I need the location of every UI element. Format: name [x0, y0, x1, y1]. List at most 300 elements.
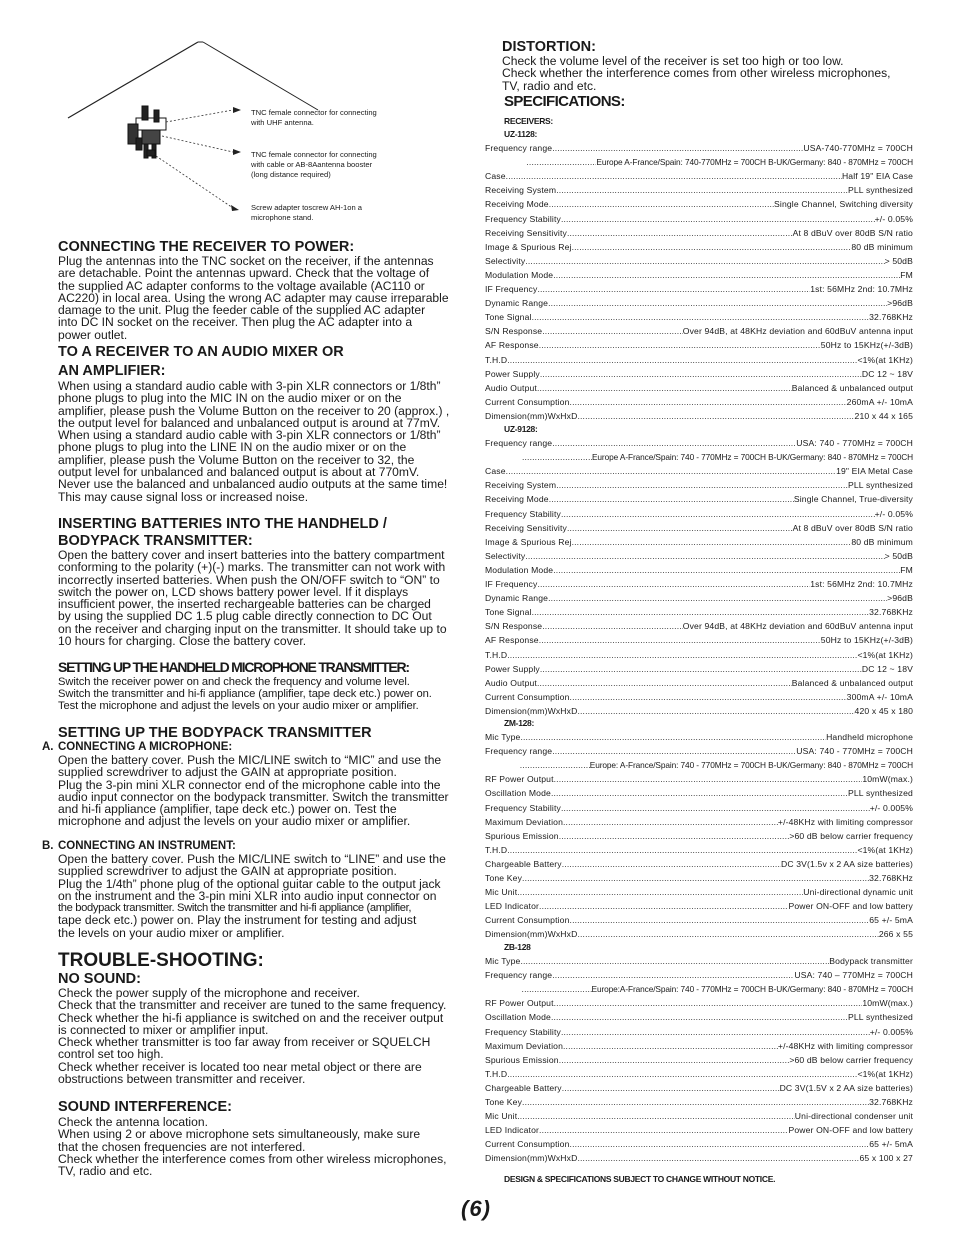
spec-leader-dots	[559, 1054, 790, 1066]
spec-leader-dots	[574, 536, 851, 548]
spec-row	[485, 325, 913, 337]
handheld-body: Switch the receiver power on and check the frequency and volume level. Switch the transmitter and hi-fi appliance (amplifier, tape deck etc.) power on. Test the microphone and adjust the levels on your audio mixer or amplifier.	[58, 676, 432, 713]
spec-row	[485, 691, 913, 703]
spec-row	[485, 802, 913, 814]
spec-value: Over 94dB, at 48KHz deviation and 60dBuV antenna input	[682, 621, 913, 632]
spec-label: Dynamic Range	[485, 298, 549, 309]
spec-value: Handheld microphone	[826, 732, 913, 742]
spec-leader-dots	[537, 283, 810, 295]
spec-label: Oscillation Mode	[485, 788, 551, 799]
spec-value: PLL synthesized	[848, 1012, 913, 1023]
spec-leader-dots	[552, 969, 794, 981]
connector-diagram	[58, 40, 458, 235]
spec-leader-dots	[537, 578, 810, 590]
spec-row	[485, 663, 913, 675]
spec-value: At 8 dBuV over 80dB S/N ratio	[792, 227, 913, 238]
spec-leader-dots	[574, 241, 851, 253]
spec-label: Tone Signal	[485, 312, 532, 323]
spec-label: Frequency Stability	[485, 802, 561, 813]
spec-leader-dots	[552, 142, 803, 154]
spec-label: LED Indicator	[485, 1125, 540, 1136]
spec-label: Maximum Deviation	[485, 1040, 564, 1051]
spec-leader-dots	[567, 522, 793, 534]
spec-value: Europe A-France/Spain: 740-770MHz = 700CH B-UK/Germany: 840 - 870MHz = 700CH	[596, 157, 913, 168]
spec-label: Receiving Sensitivity	[485, 227, 567, 238]
bodypack-heading: SETTING UP THE BODYPACK TRANSMITTER	[58, 725, 372, 741]
spec-value: USA-740-770MHz = 700CH	[803, 143, 913, 153]
spec-label: Receiving Sensitivity	[485, 522, 567, 533]
spec-row	[485, 142, 913, 154]
spec-leader-dots	[532, 311, 870, 323]
spec-row	[485, 578, 913, 590]
spec-label: IF Frequency	[485, 579, 538, 589]
spec-leader-dots	[539, 634, 821, 646]
spec-label: Frequency range	[485, 143, 553, 153]
spec-value: <1%(at 1KHz)	[857, 354, 913, 365]
spec-leader-dots	[577, 410, 854, 422]
spec-row	[485, 1110, 913, 1122]
spec-leader-dots	[561, 508, 875, 520]
spec-row	[485, 269, 913, 281]
sound-interference-body: Check the antenna location. When using 2 or above microphone sets simultaneously, make sure that the chosen frequencies are not interfered. Check whether the interference comes from other wireless microphones, TV, radio and etc.	[58, 1115, 447, 1179]
spec-row	[485, 354, 913, 366]
spec-leader-dots	[520, 731, 826, 743]
spec-row	[485, 844, 913, 856]
spec-value: 50Hz to 15KHz(+/-3dB)	[820, 340, 913, 351]
spec-value: DC 3V(1.5V x 2 AA size batteries)	[779, 1082, 913, 1093]
receivers-label: RECEIVERS:	[504, 116, 553, 126]
spec-label: Current Consumption	[485, 1139, 570, 1150]
spec-row	[485, 508, 913, 520]
spec-label: Receiving Mode	[485, 199, 549, 210]
spec-label: Mic Unit	[485, 887, 518, 898]
spec-label: LED Indicator	[485, 901, 540, 912]
specifications-heading: SPECIFICATIONS:	[504, 93, 625, 110]
spec-leader-dots	[567, 227, 793, 239]
spec-leader-dots	[548, 592, 887, 604]
spec-value: Half 19" EIA Case	[841, 171, 913, 182]
spec-leader-dots	[554, 773, 863, 785]
spec-value: Single Channel, True-diversity	[793, 494, 913, 505]
spec-row	[485, 339, 913, 351]
spec-group-title: UZ-9128:	[504, 424, 538, 434]
spec-leader-dots	[532, 606, 870, 618]
spec-value: Balanced & unbalanced output	[791, 677, 913, 688]
spec-leader-dots	[539, 900, 788, 912]
spec-value: Europe A-France/Spain: 740 - 770MHz = 700CH B-UK/Germany: 840 - 870MHz = 700CH	[591, 452, 913, 463]
spec-label: Dynamic Range	[485, 593, 549, 604]
spec-label: Chargeable Battery	[485, 1082, 562, 1093]
spec-row	[485, 1082, 913, 1094]
spec-value: Europe: A-France/Spain: 740 - 770MHz = 700CH B-UK/Germany: 840 - 870MHz = 700CH	[589, 760, 913, 771]
spec-value: <1%(at 1KHz)	[857, 1068, 913, 1079]
step-b-label: B.	[42, 840, 54, 852]
spec-value: > 50dB	[884, 255, 913, 266]
batteries-heading-1: INSERTING BATTERIES INTO THE HANDHELD /	[58, 516, 387, 532]
spec-value: 32.768KHz	[869, 873, 913, 883]
spec-leader-dots	[570, 396, 847, 408]
spec-row	[485, 536, 913, 548]
mixer-heading-1: TO A RECEIVER TO AN AUDIO MIXER OR	[58, 344, 344, 360]
spec-leader-dots	[556, 479, 848, 491]
handheld-heading: SETTING UP THE HANDHELD MICROPHONE TRANSMITTER:	[58, 659, 409, 675]
spec-row	[485, 1068, 913, 1080]
spec-leader-dots	[549, 198, 774, 210]
spec-value: +/-48KHz with limiting compressor	[777, 1040, 913, 1051]
spec-label: Frequency range	[485, 438, 553, 448]
spec-value: >96dB	[887, 593, 913, 604]
spec-value: 65 +/- 5mA	[869, 1139, 913, 1150]
spec-leader-dots	[570, 914, 870, 926]
spec-label: Frequency Stability	[485, 213, 561, 224]
spec-label: RF Power Output	[485, 998, 554, 1009]
spec-leader-dots	[554, 997, 863, 1009]
spec-value: Power ON-OFF and low battery	[788, 901, 913, 912]
spec-leader-dots	[562, 1082, 780, 1094]
spec-value: +/- 0.005%	[869, 802, 913, 813]
spec-leader-dots	[561, 802, 870, 814]
spec-label: Image & Spurious Rej.	[485, 536, 575, 547]
spec-value: <1%(at 1KHz)	[857, 844, 913, 855]
spec-value: 1st: 56MHz 2nd: 10.7MHz	[810, 579, 913, 589]
spec-value: PLL synthesized	[848, 480, 913, 491]
spec-row	[485, 479, 913, 491]
spec-leader-dots	[522, 1096, 869, 1108]
spec-leader-dots	[540, 368, 862, 380]
spec-row	[485, 745, 913, 757]
spec-label: Spurious Emission	[485, 830, 559, 841]
spec-row	[485, 983, 913, 995]
spec-row	[485, 997, 913, 1009]
spec-label: Tone Signal	[485, 607, 532, 618]
spec-value: >60 dB below carrier frequency	[789, 1054, 913, 1065]
spec-value: > 50dB	[884, 550, 913, 561]
spec-row	[485, 1124, 913, 1136]
spec-label: RF Power Output	[485, 774, 554, 785]
spec-label: Maximum Deviation	[485, 816, 564, 827]
callout-screw-adapter: Screw adapter toscrew AH-1on a microphone stand.	[251, 203, 363, 222]
page-number-text: (6)	[461, 1196, 491, 1221]
spec-value: 266 x 55	[878, 929, 913, 940]
spec-value: Balanced & unbalanced output	[791, 382, 913, 393]
spec-row	[485, 914, 913, 926]
spec-row	[485, 773, 913, 785]
spec-label: S/N Response	[485, 621, 543, 632]
spec-leader-dots	[539, 339, 821, 351]
spec-leader-dots	[542, 325, 683, 337]
spec-value: 420 x 45 x 180	[854, 705, 913, 716]
spec-row	[485, 677, 913, 689]
connecting-power-heading: CONNECTING THE RECEIVER TO POWER:	[58, 239, 355, 255]
spec-value: 32.768KHz	[869, 1097, 913, 1107]
connecting-microphone-heading: A. CONNECTING A MICROPHONE:	[42, 741, 233, 753]
spec-leader-dots	[537, 677, 792, 689]
spec-leader-dots	[559, 830, 790, 842]
spec-label: Mic Type	[485, 732, 521, 742]
spec-row	[485, 184, 913, 196]
spec-leader-dots	[551, 1011, 848, 1023]
spec-row	[485, 493, 913, 505]
spec-row	[485, 1138, 913, 1150]
spec-leader-dots	[542, 620, 683, 632]
spec-value: FM	[900, 269, 913, 280]
spec-value: USA: 740 – 770MHz = 700CH	[794, 970, 913, 981]
spec-value: Uni-directional condenser unit	[794, 1111, 913, 1122]
spec-label: Case	[485, 466, 506, 477]
spec-label: Modulation Mode	[485, 269, 554, 280]
spec-row	[485, 437, 913, 449]
spec-row	[485, 1152, 913, 1164]
spec-value: DC 12 ~ 18V	[861, 368, 913, 379]
spec-leader-dots	[563, 816, 778, 828]
spec-row	[485, 227, 913, 239]
spec-row	[485, 311, 913, 323]
spec-value: 50Hz to 15KHz(+/-3dB)	[820, 635, 913, 646]
spec-leader-dots	[552, 437, 796, 449]
spec-group-title: ZM-128:	[504, 718, 535, 728]
spec-row	[485, 816, 913, 828]
spec-label: Frequency Stability	[485, 508, 561, 519]
spec-row	[485, 592, 913, 604]
spec-leader-dots	[520, 759, 590, 771]
spec-leader-dots	[577, 1152, 859, 1164]
spec-value: USA: 740 - 770MHz = 700CH	[796, 438, 913, 448]
spec-row	[485, 900, 913, 912]
spec-leader-dots	[510, 354, 858, 366]
step-a-label: A.	[42, 741, 54, 753]
spec-label: Mic Unit	[485, 1111, 518, 1122]
spec-leader-dots	[561, 213, 875, 225]
spec-label: Current Consumption	[485, 396, 570, 407]
spec-row	[485, 858, 913, 870]
spec-leader-dots	[510, 649, 858, 661]
spec-leader-dots	[548, 297, 887, 309]
spec-label: Tone Key	[485, 873, 523, 883]
spec-row	[485, 759, 913, 771]
spec-row	[485, 564, 913, 576]
spec-leader-dots	[551, 787, 848, 799]
trouble-shooting-heading: TROUBLE-SHOOTING:	[58, 950, 264, 971]
spec-label: Receiving Mode	[485, 494, 549, 505]
spec-row	[485, 213, 913, 225]
spec-value: At 8 dBuV over 80dB S/N ratio	[792, 522, 913, 533]
spec-leader-dots	[517, 886, 803, 898]
spec-row	[485, 451, 913, 463]
spec-row	[485, 620, 913, 632]
spec-row	[485, 550, 913, 562]
spec-label: Audio Output	[485, 382, 537, 393]
connecting-power-body: Plug the antennas into the TNC socket on the receiver, if the antennas are detachable. Point the antennas upward. Check that the voltage of the supplied AC adapter conforms to the voltage available (AC110 or AC220) in local area. Using the wrong AC adapter may cause irreparable damage to the unit. Plug the feeder cable of the supplied AC adapter into DC IN socket on the receiver. Then plug the AC adapter into a power outlet.	[58, 254, 449, 342]
spec-label: Image & Spurious Rej.	[485, 241, 575, 252]
callout-uhf: TNC female connector for connecting with UHF antenna.	[251, 108, 377, 127]
spec-label: Dimension(mm)WxHxD	[485, 705, 578, 716]
page-number	[446, 1196, 506, 1222]
spec-row	[485, 156, 913, 168]
spec-leader-dots	[553, 564, 900, 576]
spec-row	[485, 368, 913, 380]
spec-value: DC 3V(1.5v x 2 AA size batteries)	[780, 858, 913, 869]
mixer-heading-2: AN AMPLIFIER:	[58, 363, 166, 379]
spec-row	[485, 1054, 913, 1066]
spec-row	[485, 830, 913, 842]
spec-row	[485, 297, 913, 309]
spec-label: Power Supply	[485, 368, 540, 379]
spec-value: 65 +/- 5mA	[869, 915, 913, 926]
batteries-body: Open the battery cover and insert batteries into the battery compartment conforming to the polarity (+)(-) marks. The transmitter can not work with incorrectly inserted batteries. When push the ON/OFF switch to “ON” to switch the power on, LCD shows battery power level. If it displays insufficient power, the inserted rechargeable batteries can be charged by using the supplied DC 1.5 plug cable directly connection to DC Out on the receiver and charging input on the transmitter. It should take up to 10 hours for charging. Close the battery cover.	[58, 548, 447, 649]
spec-label: Receiving System	[485, 480, 557, 491]
spec-row	[485, 1096, 913, 1108]
spec-leader-dots	[540, 663, 862, 675]
spec-row	[485, 872, 913, 884]
distortion-body: Check the volume level of the receiver is set too high or too low. Check whether the interference comes from other wireless microphones, TV, radio and etc.	[502, 54, 891, 93]
no-sound-heading: NO SOUND:	[58, 971, 141, 987]
spec-row	[485, 382, 913, 394]
spec-label: AF Response	[485, 635, 539, 646]
spec-leader-dots	[552, 745, 796, 757]
spec-value: FM	[900, 564, 913, 575]
spec-row	[485, 1040, 913, 1052]
spec-row	[485, 1026, 913, 1038]
spec-label: T.H.D	[485, 844, 508, 855]
spec-leader-dots	[537, 382, 792, 394]
spec-value: 32.768KHz	[869, 607, 913, 618]
spec-row	[485, 241, 913, 253]
spec-value: <1%(at 1KHz)	[857, 649, 913, 660]
spec-leader-dots	[517, 1110, 795, 1122]
no-sound-body: Check the power supply of the microphone and receiver. Check that the transmitter and receiver are tuned to the same frequency. Check whether the hi-fi appliance is switched on and the receiver output is connected to mixer or amplifier input. Check whether transmitter is too far away from receiver or SQUELCH control set too high. Check whether receiver is located too near metal object or there are obstructions between transmitter and receiver.	[58, 986, 447, 1087]
spec-row	[485, 649, 913, 661]
spec-leader-dots	[561, 1026, 870, 1038]
spec-label: Frequency Stability	[485, 1026, 561, 1037]
spec-label: T.H.D	[485, 1068, 508, 1079]
batteries-heading-2: BODYPACK TRANSMITTER:	[58, 533, 253, 549]
spec-leader-dots	[553, 269, 900, 281]
spec-leader-dots	[556, 184, 848, 196]
spec-value: Bodypack transmitter	[829, 956, 913, 966]
spec-row	[485, 198, 913, 210]
spec-value: DC 12 ~ 18V	[861, 663, 913, 674]
spec-row	[485, 955, 913, 967]
design-notice: DESIGN & SPECIFICATIONS SUBJECT TO CHANGE WITHOUT NOTICE.	[504, 1174, 776, 1184]
spec-value: 210 x 44 x 165	[854, 410, 913, 421]
spec-label: Dimension(mm)WxHxD	[485, 929, 578, 940]
spec-label: Power Supply	[485, 663, 540, 674]
connecting-instrument-body: Open the battery cover. Push the MIC/LINE switch to “LINE” and use the supplied screwdriver to adjust the GAIN at appropriate position. Plug the 1/4th” phone plug of the optional guitar cable to the output jack on the instrument and the 3-pin mini XLR into audio input connector on the bodypack transmitter. Switch the transmitter and hi-fi appliance (amplifier, tape deck etc.) power on. Play the instrument for testing and adjust the levels on your audio mixer or amplifier.	[58, 852, 446, 940]
spec-label: Oscillation Mode	[485, 1012, 551, 1023]
spec-value: >96dB	[887, 298, 913, 309]
spec-value: 32.768KHz	[869, 312, 913, 323]
spec-row	[485, 606, 913, 618]
spec-row	[485, 255, 913, 267]
spec-row	[485, 170, 913, 182]
spec-leader-dots	[507, 844, 857, 856]
spec-leader-dots	[577, 705, 854, 717]
spec-value: 10mW(max.)	[862, 774, 913, 785]
spec-value: +/- 0.05%	[874, 213, 913, 224]
spec-value: 10mW(max.)	[862, 998, 913, 1009]
spec-value: Over 94dB, at 48KHz deviation and 60dBuV antenna input	[682, 326, 913, 337]
spec-label: Chargeable Battery	[485, 858, 562, 869]
spec-label: Receiving System	[485, 185, 557, 196]
spec-row	[485, 283, 913, 295]
spec-leader-dots	[522, 983, 592, 995]
mixer-body: When using a standard audio cable with 3-pin XLR connectors or 1/8th” phone plugs to plug into the MIC IN on the audio mixer or on the amplifier, please push the Volume Button on the receiver to 20 (approx.) , the output level for balanced and unbalanced output is around at 77mV. When using a standard audio cable with 3-pin XLR connectors or 1/8th” phone plugs to plug into the LINE IN on the audio mixer or on the amplifier, please push the Volume Button on the receiver to 32, the output level for unbalanced and balanced output is about at 770mV. Never use the balanced and unbalanced audio outputs at the same time! This may cause signal loss or increased noise.	[58, 379, 450, 504]
spec-value: USA: 740 - 770MHz = 700CH	[796, 746, 913, 757]
spec-leader-dots	[506, 465, 836, 477]
spec-group-title: UZ-1128:	[504, 129, 538, 139]
spec-label: Selectivity	[485, 255, 526, 266]
spec-row	[485, 522, 913, 534]
spec-label: Audio Output	[485, 677, 537, 688]
spec-label: Dimension(mm)WxHxD	[485, 410, 578, 421]
sound-interference-heading: SOUND INTERFERENCE:	[58, 1099, 233, 1115]
spec-label: Frequency range	[485, 746, 553, 757]
spec-leader-dots	[570, 1138, 870, 1150]
spec-value: +/- 0.005%	[869, 1026, 913, 1037]
spec-leader-dots	[562, 858, 781, 870]
spec-leader-dots	[549, 493, 794, 505]
spec-label: Mic Type	[485, 956, 521, 966]
spec-leader-dots	[507, 1068, 857, 1080]
spec-leader-dots	[563, 1040, 778, 1052]
spec-leader-dots	[522, 451, 592, 463]
spec-value: PLL synthesized	[848, 185, 913, 196]
spec-value: Single Channel, Switching diversity	[774, 199, 913, 210]
spec-label: IF Frequency	[485, 284, 538, 294]
spec-value: +/- 0.05%	[874, 508, 913, 519]
spec-label: Dimension(mm)WxHxD	[485, 1153, 578, 1164]
spec-label: Spurious Emission	[485, 1054, 559, 1065]
spec-label: S/N Response	[485, 326, 543, 337]
connecting-microphone-body: Open the battery cover. Push the MIC/LINE switch to “MIC” and use the supplied screwdriver to adjust the GAIN at appropriate position. Plug the 3-pin mini XLR connector end of the microphone cable into the audio input connector on the bodypack transmitter. Switch the transmitter and hi-fi appliance (amplifier, tape deck etc.) power on. Test the microphone and adjust the levels on your audio mixer or amplifier.	[58, 753, 449, 829]
connecting-instrument-heading: B. CONNECTING AN INSTRUMENT:	[42, 840, 236, 852]
spec-label: Frequency range	[485, 970, 553, 981]
spec-value: Europe:A-France/Spain: 740 - 770MHz = 700CH B-UK/Germany: 840 - 870MHz = 700CH	[591, 984, 913, 995]
spec-row	[485, 731, 913, 743]
spec-label: Current Consumption	[485, 691, 570, 702]
spec-leader-dots	[520, 955, 829, 967]
spec-row	[485, 787, 913, 799]
spec-row	[485, 705, 913, 717]
distortion-heading: DISTORTION:	[502, 39, 596, 55]
spec-row	[485, 634, 913, 646]
spec-value: 65 x 100 x 27	[859, 1153, 913, 1164]
spec-label: AF Response	[485, 340, 539, 351]
spec-row	[485, 969, 913, 981]
spec-label: T.H.D.	[485, 354, 510, 365]
spec-group-title: ZB-128	[504, 942, 531, 952]
spec-value: PLL synthesized	[848, 788, 913, 799]
spec-label: Case	[485, 171, 506, 182]
spec-value: 260mA +/- 10mA	[846, 396, 913, 407]
spec-label: Current Consumption	[485, 915, 570, 926]
spec-row	[485, 1011, 913, 1023]
spec-leader-dots	[522, 872, 869, 884]
spec-value: Power ON-OFF and low battery	[788, 1125, 913, 1136]
spec-label: Tone Key	[485, 1097, 523, 1107]
spec-row	[485, 465, 913, 477]
spec-row	[485, 410, 913, 422]
spec-label: Modulation Mode	[485, 564, 554, 575]
spec-leader-dots	[525, 550, 884, 562]
spec-leader-dots	[577, 928, 878, 940]
spec-value: Uni-directional dynamic unit	[803, 887, 913, 898]
spec-value: 80 dB minimum	[851, 536, 913, 547]
spec-value: 300mA +/- 10mA	[846, 691, 913, 702]
spec-row	[485, 886, 913, 898]
spec-value: +/-48KHz with limiting compressor	[777, 816, 913, 827]
spec-row	[485, 396, 913, 408]
